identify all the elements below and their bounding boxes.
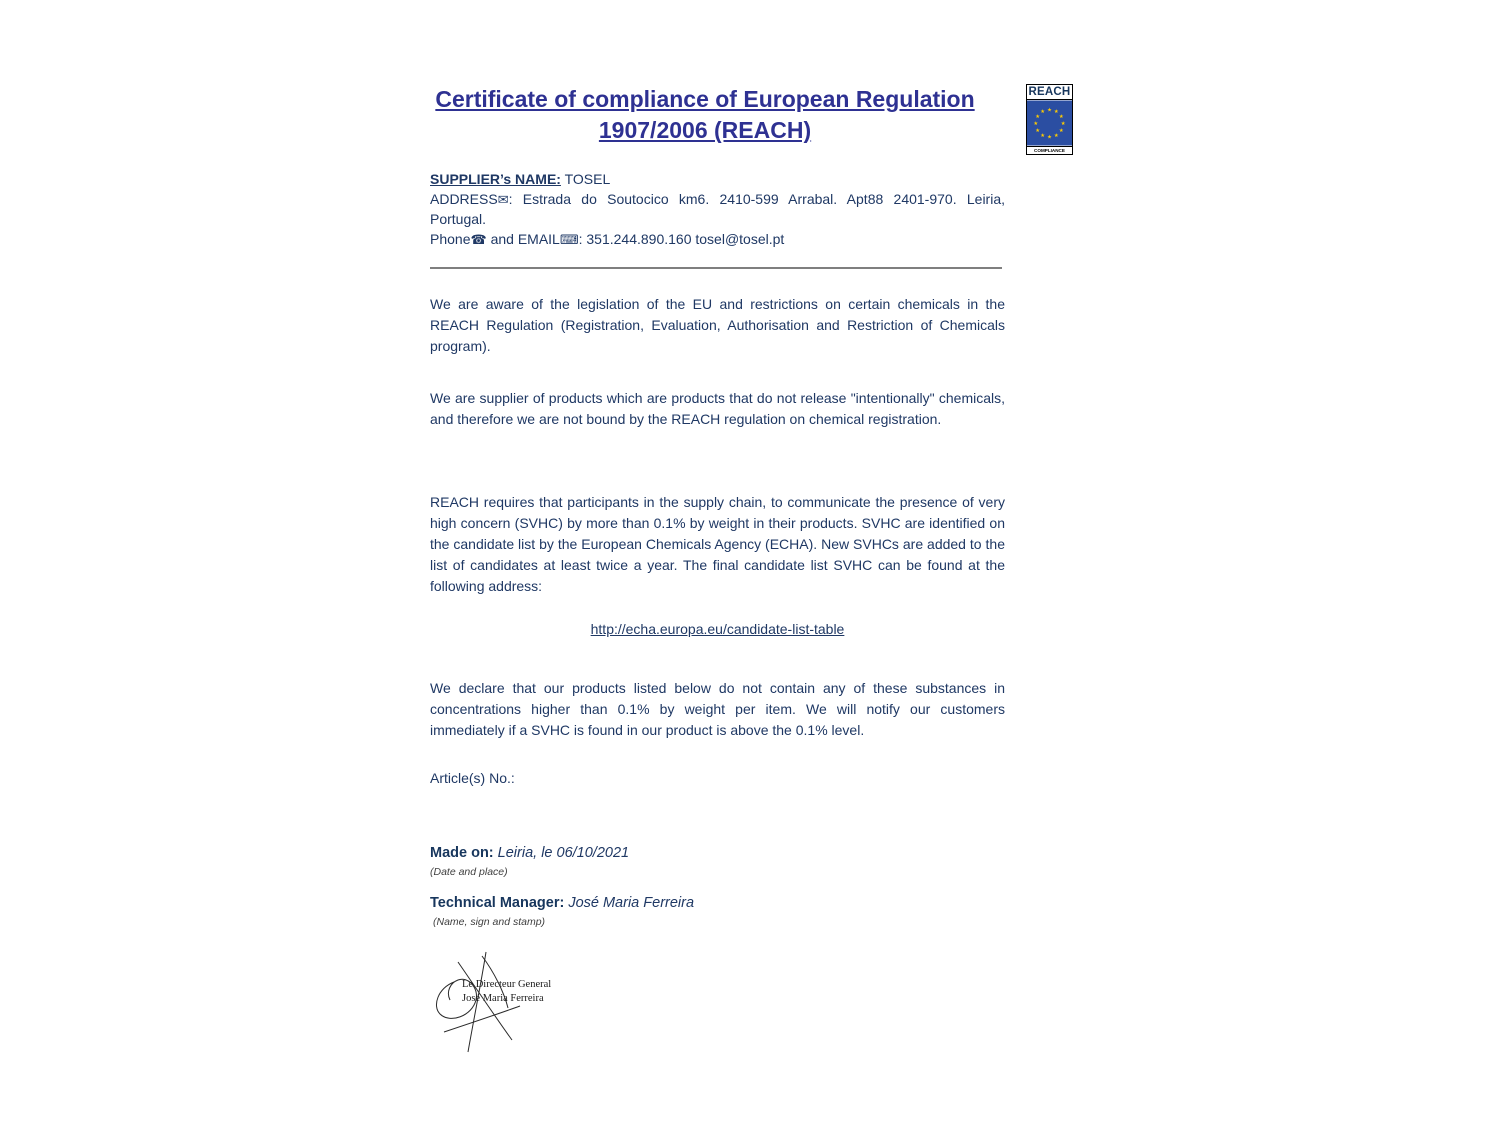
signature-block xyxy=(424,948,574,1058)
divider xyxy=(430,267,1002,269)
svg-text:★: ★ xyxy=(1047,134,1052,141)
svg-text:★: ★ xyxy=(1040,109,1046,116)
made-on-label: Made on: xyxy=(430,845,494,861)
svg-text:★: ★ xyxy=(1058,127,1064,134)
svg-text:★: ★ xyxy=(1033,120,1039,127)
name-sign-stamp-caption: (Name, sign and stamp) xyxy=(433,916,546,928)
date-place-caption: (Date and place) xyxy=(430,866,508,878)
phone-icon: ☎ xyxy=(470,231,487,247)
made-on-value: Leiria, le 06/10/2021 xyxy=(493,845,630,861)
supplier-address-line xyxy=(430,190,1005,230)
contact-value: : 351.244.890.160 tosel@tosel.pt xyxy=(578,230,785,247)
supplier-name-line xyxy=(430,170,1005,190)
made-on-line xyxy=(430,845,629,861)
technical-manager-value: José Maria Ferreira xyxy=(564,895,695,911)
signature-title: Le Directeur General xyxy=(462,979,552,990)
reach-logo-title: REACH xyxy=(1026,84,1073,100)
envelope-icon: ✉ xyxy=(497,191,509,207)
svg-text:★: ★ xyxy=(1060,120,1066,127)
computer-icon: ⌨ xyxy=(559,231,579,247)
phone-label: Phone xyxy=(430,230,471,247)
svg-text:★: ★ xyxy=(1035,114,1041,121)
articles-no-label: Article(s) No.: xyxy=(430,770,515,786)
email-label: and EMAIL xyxy=(486,230,560,247)
svg-text:★: ★ xyxy=(1053,109,1059,116)
candidate-list-link[interactable]: http://echa.europa.eu/candidate-list-table xyxy=(590,621,845,637)
paragraph-awareness: We are aware of the legislation of the EU and restrictions on certain chemicals in the REACH Regulation (Registration, Evaluation, Authorisation and Restriction of Chemicals program). xyxy=(430,296,1005,354)
signature-text xyxy=(462,978,551,1005)
document-title xyxy=(430,84,980,146)
paragraph-supplier-status: We are supplier of products which are products that do not release "intentionally" chemicals, and therefore we are not bound by the REACH regulation on chemical registration. xyxy=(430,390,1005,427)
svg-text:★: ★ xyxy=(1047,107,1052,114)
reach-logo-compliance: COMPLIANCE xyxy=(1026,146,1073,155)
technical-manager-label: Technical Manager: xyxy=(430,895,565,911)
eu-flag-icon xyxy=(1026,100,1073,146)
title-line-1: Certificate of compliance of European Regulation xyxy=(435,86,975,112)
svg-text:★: ★ xyxy=(1040,132,1046,139)
supplier-contact-line xyxy=(430,230,1005,250)
svg-text:★: ★ xyxy=(1058,114,1064,121)
signature-name: José Maria Ferreira xyxy=(462,992,544,1004)
address-value: : Estrada do Soutocico km6. 2410-599 Arrabal. Apt88 2401-970. Leiria, Portugal. xyxy=(430,190,1005,227)
paragraph-declaration: We declare that our products listed below do not contain any of these substances in concentrations higher than 0.1% by weight per item. We will notify our customers immediately if a SVHC is found in our product is above the 0.1% level. xyxy=(430,680,1005,738)
paragraph-svhc-requirements: REACH requires that participants in the supply chain, to communicate the presence of very high concern (SVHC) by more than 0.1% by weight in their products. SVHC are identified on the candidate list by the European Chemicals Agency (ECHA). New SVHCs are added to the list of candidates at least twice a year. The final candidate list SVHC can be found at the following address: xyxy=(430,494,1005,594)
svg-text:★: ★ xyxy=(1035,127,1041,134)
candidate-list-link-line xyxy=(430,621,1005,637)
address-label: ADDRESS xyxy=(430,190,498,207)
title-line-2: 1907/2006 (REACH) xyxy=(598,117,812,144)
technical-manager-line xyxy=(430,895,694,911)
svg-text:★: ★ xyxy=(1053,132,1059,139)
reach-compliance-logo xyxy=(1026,84,1073,155)
supplier-info xyxy=(430,170,1005,250)
supplier-name-label: SUPPLIER’s NAME: xyxy=(430,171,561,187)
supplier-name-value: TOSEL xyxy=(560,171,611,187)
